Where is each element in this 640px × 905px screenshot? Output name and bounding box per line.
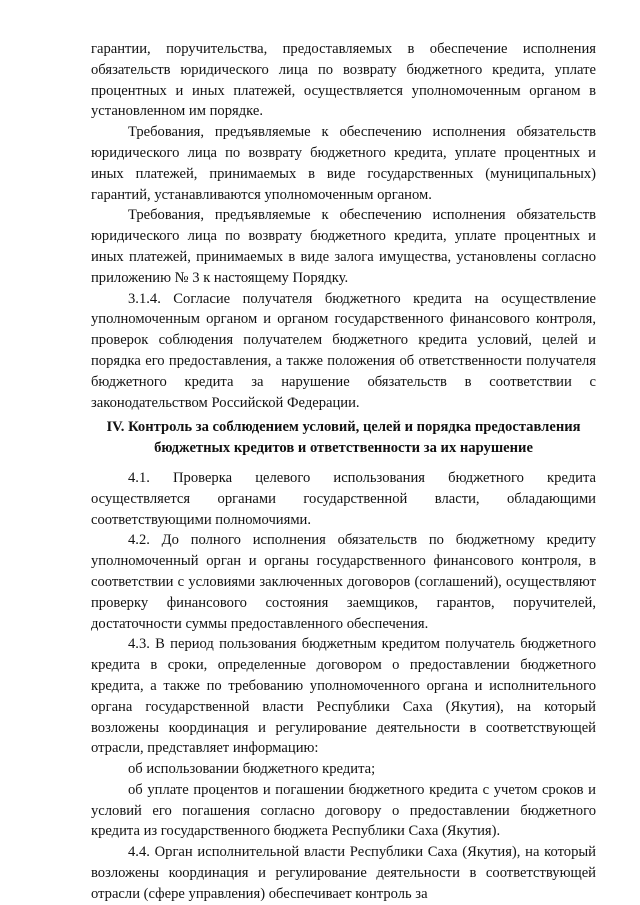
paragraph-4-3-item-usage: об использовании бюджетного кредита;: [128, 761, 376, 778]
document-page: [91, 39, 596, 905]
paragraph-4-3: 4.3. В период пользования бюджетным кредитом получатель бюджетного кредита в сроки, определенные договором о предоставлении бюджетного кредита, а также по требованию уполномоченного органа и исполнительного органа государственной власти Республики Саха (Якутия), на который возложены координация и регулирование деятельности в соответствующей отрасли, представляет информацию:: [91, 636, 596, 757]
paragraph-municipal-guarantees: Требования, предъявляемые к обеспечению исполнения обязательств юридического лица по возврату бюджетного кредита, уплате процентных и иных платежей, принимаемых в виде государственных (муниципальных) гарантий, устанавливаются уполномоченным органом.: [91, 124, 596, 203]
section-heading-iv: [91, 417, 596, 459]
paragraph-property-pledge: Требования, предъявляемые к обеспечению исполнения обязательств юридического лица по возврату бюджетного кредита, уплате процентных и иных платежей, принимаемых в виде залога имущества, установлены согласно приложению № 3 к настоящему Порядку.: [91, 207, 596, 286]
paragraph-4-1: 4.1. Проверка целевого использования бюджетного кредита осуществляется органами государственной власти, обладающими соответствующими полномочиями.: [91, 469, 596, 528]
section-heading-line-2: бюджетных кредитов и ответственности за их нарушение: [154, 440, 533, 457]
paragraph-4-4: 4.4. Орган исполнительной власти Республики Саха (Якутия), на который возложены координация и регулирование деятельности в соответствующей отрасли (сфере управления) обеспечивает контроль за: [91, 844, 596, 902]
paragraph-4-3-item-repayment: об уплате процентов и погашении бюджетного кредита с учетом сроков и условий его погашения согласно договору о предоставлении бюджетного кредита из государственного бюджета Республики Саха (Якутия).: [91, 781, 596, 840]
paragraph-4-2: 4.2. До полного исполнения обязательств по бюджетному кредиту уполномоченный орган и органы государственного финансового контроля, в соответствии с условиями заключенных договоров (соглашений), осуществляют проверку финансового состояния заемщиков, гарантов, поручителей, достаточности суммы предоставленного обеспечения.: [91, 532, 596, 632]
paragraph-guarantee-continuation: гарантии, поручительства, предоставляемых в обеспечение исполнения обязательств юридического лица по возврату бюджетного кредита, уплате процентных и иных платежей, осуществляется уполномоченным органом в установленном им порядке.: [91, 41, 596, 120]
paragraph-3-1-4: 3.1.4. Согласие получателя бюджетного кредита на осуществление уполномоченным органом и органом государственного финансового контроля, проверок соблюдения получателем бюджетного кредита условий, целей и порядка его предоставления, а также положения об ответственности получателя бюджетного кредита за нарушение обязательств в соответствии с законодательством Российской Федерации.: [91, 290, 596, 411]
section-heading-line-1: IV. Контроль за соблюдением условий, целей и порядка предоставления: [106, 419, 581, 436]
